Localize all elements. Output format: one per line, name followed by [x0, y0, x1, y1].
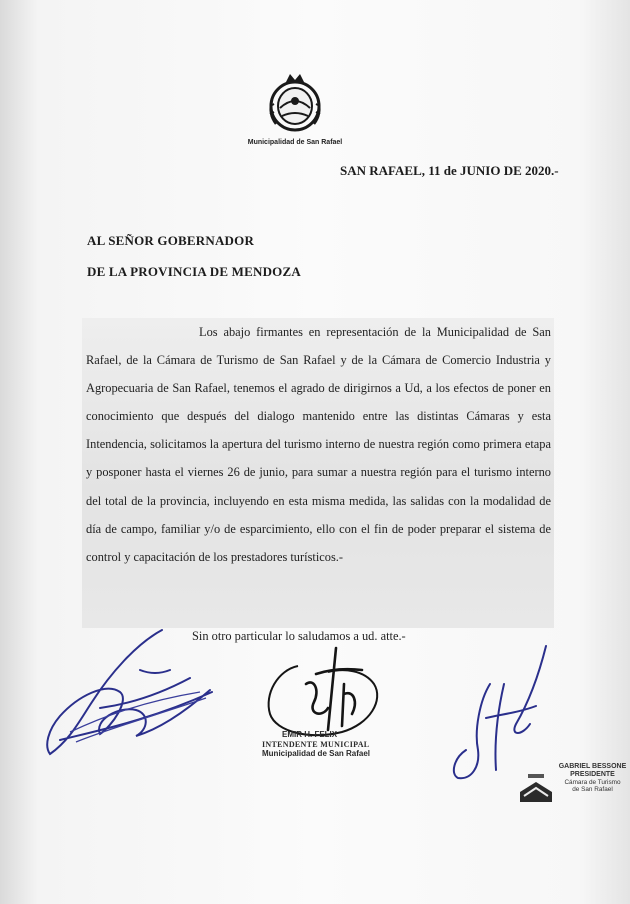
signature-left	[40, 622, 220, 762]
camara-president-name: GABRIEL BESSONE	[558, 763, 627, 770]
signature-right	[450, 640, 560, 790]
closing-line: Sin otro particular lo saludamos a ud. atte.-	[192, 629, 406, 643]
signature-center	[258, 644, 388, 744]
camara-logo-icon	[518, 772, 554, 804]
camara-org-line-2: de San Rafael	[572, 786, 613, 794]
date-line: SAN RAFAEL, 11 de JUNIO DE 2020.-	[340, 163, 559, 178]
body-paragraph: Los abajo firmantes en representación de la Municipalidad de San Rafael, de la Cámara de Turismo de San Rafael y de la Cámara de Comercio Industria y Agropecuaria de San Rafael, tenemos el agrado de dirigirnos a Ud, a los efectos de poner en conocimiento que después del dialogo mantenido entre las distintas Cámaras y esta Intendencia, solicitamos la apertura del turismo interno de nuestra región como primera etapa y posponer hasta el viernes 26 de junio, para sumar a nuestra región para el turismo interno del total de la provincia, incluyendo en esta misma medida, las salidas con la modalidad de día de campo, familiar y/o de esparcimiento, ello con el fin de poder preparar el sistema de control y capacitación de los prestadores turísticos.-	[86, 325, 551, 564]
municipality-label: Municipalidad de San Rafael	[247, 139, 343, 146]
coat-of-arms-icon	[264, 70, 326, 134]
camara-org-line-1: Cámara de Turismo	[564, 778, 621, 786]
letter-body	[86, 318, 551, 571]
addressee-line-1: AL SEÑOR GOBERNADOR	[87, 233, 255, 248]
intendente-stamp	[262, 730, 382, 759]
intendente-role: INTENDENTE MUNICIPAL	[262, 739, 370, 749]
addressee-line-2: DE LA PROVINCIA DE MENDOZA	[87, 264, 301, 279]
camara-stamp	[555, 763, 630, 794]
intendente-org: Municipalidad de San Rafael	[262, 749, 371, 758]
camara-president-role: PRESIDENTE	[570, 770, 615, 778]
intendente-name: EMIR H. FELIX	[282, 730, 338, 739]
